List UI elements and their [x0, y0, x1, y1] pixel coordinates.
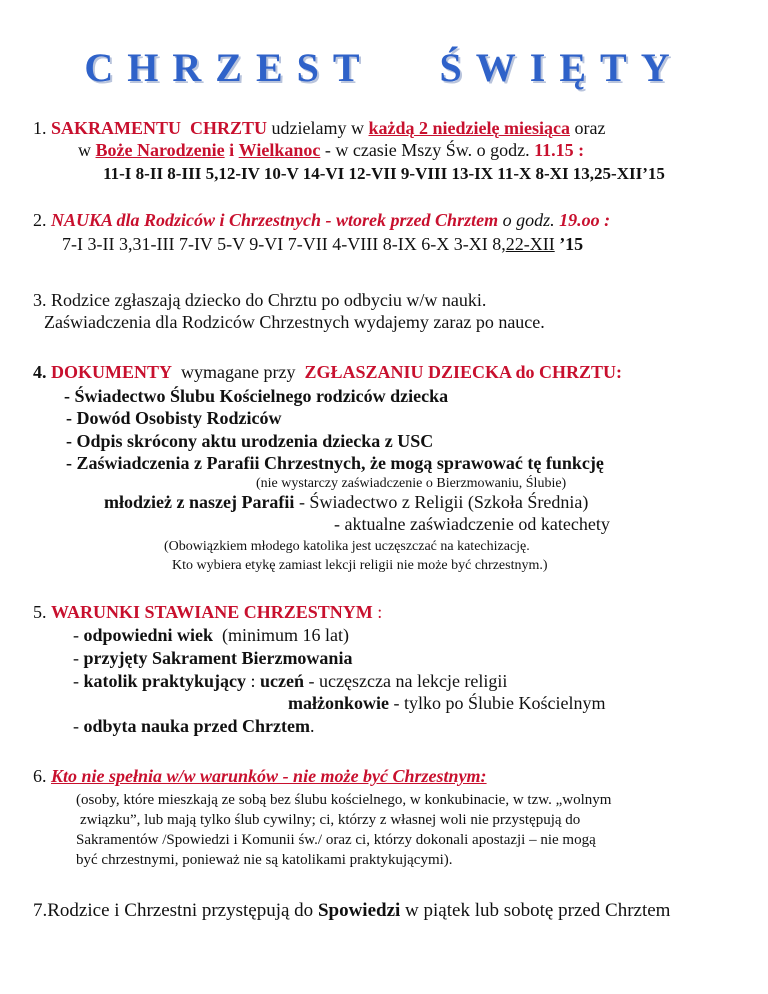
section-6-note-2: związku”, lub mają tylko ślub cywilny; ci, którzy z własnej woli nie przystępują do — [80, 812, 581, 828]
doc-note-2: (Obowiązkiem młodego katolika jest uczęszczać na katechizację. — [164, 539, 530, 554]
lesson-label: NAUKA dla Rodziców i Chrzestnych - wtorek przed Chrztem — [51, 210, 499, 230]
condition-item-2 — [73, 648, 352, 668]
section-1-number: 1. — [33, 118, 47, 138]
christmas-label: Boże Narodzenie — [95, 140, 225, 160]
section-2-line-1 — [33, 210, 610, 230]
text: katolik praktykujący — [83, 671, 247, 691]
text: przyjęty Sakrament Bierzmowania — [83, 648, 353, 668]
condition-spouses — [288, 693, 605, 713]
text: odpowiedni wiek — [83, 625, 214, 645]
documents-label: DOKUMENTY — [51, 362, 172, 382]
youth-line-2: - aktualne zaświadczenie od katechety — [334, 514, 610, 534]
text: w — [78, 140, 91, 160]
page-title — [0, 44, 768, 91]
section-6-note-4: być chrzestnymi, ponieważ nie są katolikami praktykującymi). — [76, 852, 453, 868]
text: - — [73, 625, 84, 645]
easter-label: Wielkanoc — [238, 140, 321, 160]
registration-label: ZGŁASZANIU DZIECKA do CHRZTU: — [304, 362, 623, 382]
text: : — [377, 602, 383, 622]
text: - — [73, 648, 84, 668]
lesson-time: 19.oo : — [559, 210, 611, 230]
text: - — [73, 716, 84, 736]
text: . — [310, 716, 315, 736]
text: ’15 — [559, 234, 584, 254]
confession-label: Spowiedzi — [317, 900, 401, 921]
section-3-line-2: Zaświadczenia dla Rodziców Chrzestnych wydajemy zaraz po nauce. — [44, 312, 545, 332]
text: - Świadectwo z Religii (Szkoła Średnia) — [298, 492, 589, 512]
conditions-label: WARUNKI STAWIANE CHRZESTNYM — [51, 602, 373, 622]
doc-item-2: - Dowód Osobisty Rodziców — [66, 408, 282, 428]
text: udzielamy w — [271, 118, 365, 138]
doc-item-4: - Zaświadczenia z Parafii Chrzestnych, że mogą sprawować tę funkcję — [66, 453, 604, 473]
text: - uczęszcza na lekcje religii — [308, 671, 508, 691]
text: uczeń — [260, 671, 305, 691]
youth-label: młodzież z naszej Parafii — [104, 492, 295, 512]
section-5-number: 5. — [33, 602, 47, 622]
text: (minimum 16 lat) — [222, 625, 350, 645]
text: oraz — [574, 118, 606, 138]
baptism-label: CHRZTU — [190, 118, 268, 138]
text: małżonkowie — [288, 693, 389, 713]
text: wymagane przy — [181, 362, 296, 382]
doc-item-3: - Odpis skrócony aktu urodzenia dziecka z USC — [66, 431, 434, 451]
section-6-note-3: Sakramentów /Spowiedzi i Komunii św./ oraz ci, którzy dokonali apostazji – nie mogą — [76, 832, 596, 848]
section-6-heading — [33, 766, 487, 786]
section-4-number: 4. — [33, 362, 47, 382]
text: - w czasie Mszy Św. o godz. — [324, 140, 530, 160]
condition-item-4 — [73, 716, 315, 736]
not-eligible-label: Kto nie spełnia w/w warunków - nie może być Chrzestnym: — [51, 766, 487, 786]
doc-note-1: (nie wystarczy zaświadczenie o Bierzmowaniu, Ślubie) — [256, 476, 567, 491]
section-1-line-2 — [78, 140, 584, 160]
section-7 — [33, 901, 670, 921]
section-6-number: 6. — [33, 766, 47, 786]
doc-item-1: - Świadectwo Ślubu Kościelnego rodziców dziecka — [64, 386, 449, 406]
lesson-dates — [62, 234, 583, 254]
section-2-number: 2. — [33, 210, 47, 230]
text: 7.Rodzice i Chrzestni przystępują do — [33, 900, 314, 921]
text: odbyta nauka przed Chrztem — [83, 716, 311, 736]
youth-line-1 — [104, 492, 588, 512]
section-1-line-1 — [33, 118, 605, 138]
section-6-note-1: (osoby, które mieszkają ze sobą bez ślubu kościelnego, w konkubinacie, w tzw. „wolnym — [76, 792, 612, 808]
section-3-line-1: 3. Rodzice zgłaszają dziecko do Chrztu po odbyciu w/w nauki. — [33, 290, 487, 310]
text: 7-I 3-II 3,31-III 7-IV 5-V 9-VI 7-VII 4-VIII 8-IX 6-X 3-XI 8, — [62, 234, 506, 254]
condition-item-3 — [73, 671, 507, 691]
text: : — [250, 671, 256, 691]
doc-note-3: Kto wybiera etykę zamiast lekcji religii nie może być chrzestnym.) — [172, 558, 548, 573]
mass-time: 11.15 : — [534, 140, 585, 160]
condition-item-1 — [73, 625, 349, 645]
section-4-heading — [33, 362, 622, 382]
sunday-rule: każdą 2 niedzielę miesiąca — [368, 118, 570, 138]
section-5-heading — [33, 602, 382, 622]
text: 22-XII — [505, 234, 555, 254]
text: o godz. — [502, 210, 555, 230]
text: - — [73, 671, 84, 691]
text: i — [229, 140, 235, 160]
sacrament-label: SAKRAMENTU — [51, 118, 182, 138]
text: - tylko po Ślubie Kościelnym — [393, 693, 606, 713]
title-word-2: ŚWIĘTY — [439, 45, 684, 90]
title-word-1: CHRZEST — [84, 45, 374, 90]
text: w piątek lub sobotę przed Chrztem — [405, 900, 671, 921]
baptism-dates: 11-I 8-II 8-III 5,12-IV 10-V 14-VI 12-VII 9-VIII 13-IX 11-X 8-XI 13,25-XII’15 — [103, 164, 665, 183]
